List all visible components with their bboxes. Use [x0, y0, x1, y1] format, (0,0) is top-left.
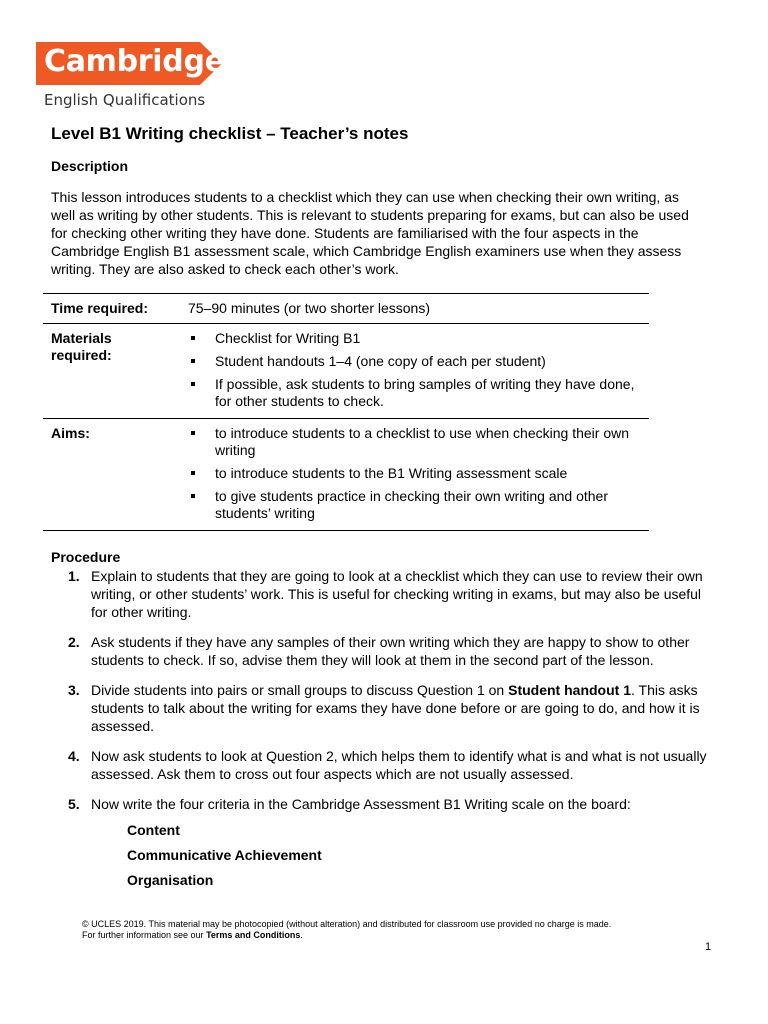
- page-number: 1: [705, 941, 712, 953]
- logo-subtitle: English Qualifications: [44, 91, 206, 109]
- list-item: If possible, ask students to bring samples of writing they have done, for other students to check.: [191, 376, 649, 410]
- lesson-info-table: [43, 293, 649, 531]
- step-number: 5.: [68, 796, 80, 812]
- list-item: Checklist for Writing B1: [191, 330, 649, 347]
- footer-text-end: .: [300, 930, 303, 940]
- terms-link[interactable]: Terms and Conditions: [206, 930, 301, 940]
- materials-row: [43, 324, 649, 419]
- list-item: to introduce students to a checklist to use when checking their own writing: [191, 425, 649, 459]
- description-text: This lesson introduces students to a checklist which they can use when checking their own writing, as well as writing by other students. This is relevant to students preparing for exams, but can also be used for checking other writing they have done. Students are familiarised with the four aspects in the Cambridge English B1 assessment scale, which Cambridge English examiners use when they assess writing. They are also asked to check each other’s work.: [51, 189, 689, 277]
- handout-reference: Student handout 1: [508, 682, 631, 698]
- aims-label: Aims:: [51, 425, 90, 441]
- step-text: Now ask students to look at Question 2, which helps them to identify what is and what is not usually assessed. Ask them to cross out four aspects which are not usually assessed.: [91, 748, 707, 782]
- step-number: 1.: [68, 568, 80, 584]
- list-item: to introduce students to the B1 Writing assessment scale: [191, 465, 649, 482]
- footer-text: For further information see our: [82, 930, 207, 940]
- materials-label: Materials required:: [51, 330, 112, 363]
- time-value: 75–90 minutes (or two shorter lessons): [188, 300, 430, 316]
- criterion: Communicative Achievement: [127, 847, 322, 863]
- description-heading: Description: [51, 158, 129, 174]
- step-number: 3.: [68, 682, 80, 698]
- step-text: Explain to students that they are going to look at a checklist which they can use to review their own writing, or other students’ work. This is useful for checking writing in exams, but may also be useful for other writing.: [91, 568, 703, 620]
- step-number: 2.: [68, 634, 80, 650]
- criterion: Content: [127, 822, 180, 838]
- aims-list: [171, 425, 649, 522]
- materials-list: [171, 330, 649, 410]
- copyright-text: © UCLES 2019. This material may be photocopied (without alteration) and distributed for classroom use provided no charge is made.: [82, 919, 612, 929]
- procedure-heading: Procedure: [51, 549, 121, 565]
- step-text: [91, 682, 700, 734]
- criteria-list: [127, 822, 322, 897]
- procedure-step: [51, 681, 715, 735]
- footer-info: [82, 930, 611, 941]
- procedure-step: [51, 747, 715, 783]
- step-text-part: Divide students into pairs or small groups to discuss Question 1 on: [91, 682, 509, 698]
- aims-row: [43, 419, 649, 531]
- procedure-list: [51, 567, 715, 825]
- time-row: [43, 294, 649, 324]
- cambridge-logo: [36, 42, 225, 109]
- list-item: to give students practice in checking their own writing and other students’ writing: [191, 488, 649, 522]
- step-text: Now write the four criteria in the Cambridge Assessment B1 Writing scale on the board:: [91, 796, 631, 812]
- procedure-step: [51, 633, 715, 669]
- page-title: Level B1 Writing checklist – Teacher’s notes: [51, 124, 409, 143]
- logo-text: Cambridge: [44, 44, 225, 79]
- procedure-step: [51, 795, 715, 813]
- criterion: Organisation: [127, 872, 214, 888]
- list-item: Student handouts 1–4 (one copy of each per student): [191, 353, 649, 370]
- footer: [82, 919, 611, 941]
- step-number: 4.: [68, 748, 80, 764]
- time-label: Time required:: [51, 300, 148, 316]
- step-text: Ask students if they have any samples of their own writing which they are happy to show to other students to check. If so, advise them they will look at them in the second part of the lesson.: [91, 634, 690, 668]
- procedure-step: [51, 567, 715, 621]
- logo-badge: [36, 42, 225, 85]
- step-text-part: . This asks students to talk about the writing for exams they have done before or are going to do, and how it is assessed.: [91, 682, 700, 734]
